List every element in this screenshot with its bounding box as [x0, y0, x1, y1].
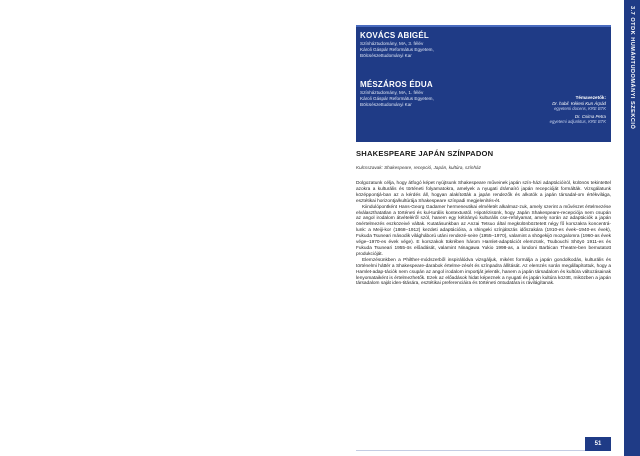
- section-label-text: 3.7 OTDK HUMÁNTUDOMÁNYI SZEKCIÓ: [629, 6, 635, 130]
- body-paragraph: Elemzésünkben a Philther-módszerből inspirálódva vizsgáljuk, miként formálja a japán gondolkodás, kulturális és történelmi háttér a Shakespeare-darabok értelme-zését és színpadra állítását. Az elemzés során megállapítottuk, hogy a Hamlet-adap-tációk nem csupán az angol irodalom importját jelentik, hanem a japán társadalom és kultúra változásainak lenyomataiként is értelmezhetők. Ezek az előadások hidat képeznek a nyugati és japán kultúra között, miközben a japán társadalom saját iden-titására, esztétikai preferenciáira és történeti öntudatára is rávilágítanak.: [356, 257, 611, 287]
- body-paragraph: Dolgozatunk célja, hogy átfogó képet nyújtsunk Shakespeare műveinek japán szín-házi adaptációiról, különös tekintettel azokra a kulturális és történeti folyamatokra, amelyek a nyugati drámaíró japán recepcióját formálták. Vizsgálatunk középpontjá-ban az a kérdés áll, hogyan alakították a japán rendezők és alkotók a japán társadal-om értékvilága, esztétikai horizontja/kultúrája Shakespeare színpadi megjelenítés-ét.: [356, 181, 611, 204]
- keywords-label: Kulcsszavak:: [356, 165, 383, 170]
- supervisor-name: Dr. Csima Petra: [574, 113, 606, 119]
- supervisor-role: egyetemi docens, KRE BTK: [554, 106, 606, 112]
- supervisors-block: [500, 95, 606, 127]
- author-university: Károli Gáspár Református Egyetem,: [360, 96, 434, 102]
- footer-rule: [356, 450, 585, 451]
- author-name: MÉSZÁROS ÉDUA: [360, 80, 433, 89]
- author-block: [360, 80, 434, 109]
- author-faculty: Bölcsészettudományi Kar: [360, 102, 412, 108]
- header-accent-line: [356, 25, 611, 27]
- keywords-text: Shakespeare, recepció, Japán, kultúra, színház: [384, 165, 481, 170]
- article-body: [356, 181, 611, 287]
- section-label: [624, 6, 640, 196]
- author-faculty: Bölcsészettudományi Kar: [360, 53, 412, 59]
- supervisors-label: Témavezetők:: [575, 95, 606, 100]
- article-title: SHAKESPEARE JAPÁN SZÍNPADON: [356, 149, 494, 158]
- author-program: Színháztudomány, MA, 1. félév: [360, 90, 424, 95]
- author-university: Károli Gáspár Református Egyetem,: [360, 47, 434, 53]
- author-name: KOVÁCS ABIGÉL: [360, 31, 429, 40]
- supervisor-name: Dr. habil. Kékesi Kun Árpád: [552, 101, 606, 106]
- keywords-line: [356, 165, 611, 170]
- body-paragraph: Kiindulópontként Hans-Georg Gadamer hermeneutikai elméletét alkalmaz-zuk, amely szerint a művészet értelmezése elválaszthatatlan a történeti és kul-turális kontextustól. Hipotézisünk, hogy Japán Shakespeare-recepciója nem csupán az angol irodalom átvételéről szól, hanem egy kétirányú kulturális cse-refolyamat, amely során az adaptációk a japán önértelmezés eszközeivé váltak. Kutatásunkban az Anzai Tetsuo által megkülönböztetett négy fő korszakra koncentrá-lunk: a Meiji-kor (1868–1912) kezdeti adaptációira, a shingeki színjátszás időszakára (1910-es évek–1940-es évek), Fukuda Tsuneari második világháború utáni rendezé-seire (1955–1970), valamint a shōgekijō mozgalomra (1960-as évek vége–1970-es évek vége). E korszakok tükrében három Hamlet-adaptációt elemzünk, Tsubouchi Shōyō 1911-es és Fukuda Tsuneari 1955-ös előadását, valamint Ninagawa Yukio 1998-as, a londoni Barbican Theatre-ben bemutatott produkcióját.: [356, 204, 611, 257]
- author-program: Színháztudomány, MA, 3. félév: [360, 41, 424, 46]
- page-number: 51: [585, 437, 611, 451]
- supervisor-role: egyetemi adjunktus, KRE BTK: [549, 119, 606, 125]
- author-block: [360, 31, 434, 60]
